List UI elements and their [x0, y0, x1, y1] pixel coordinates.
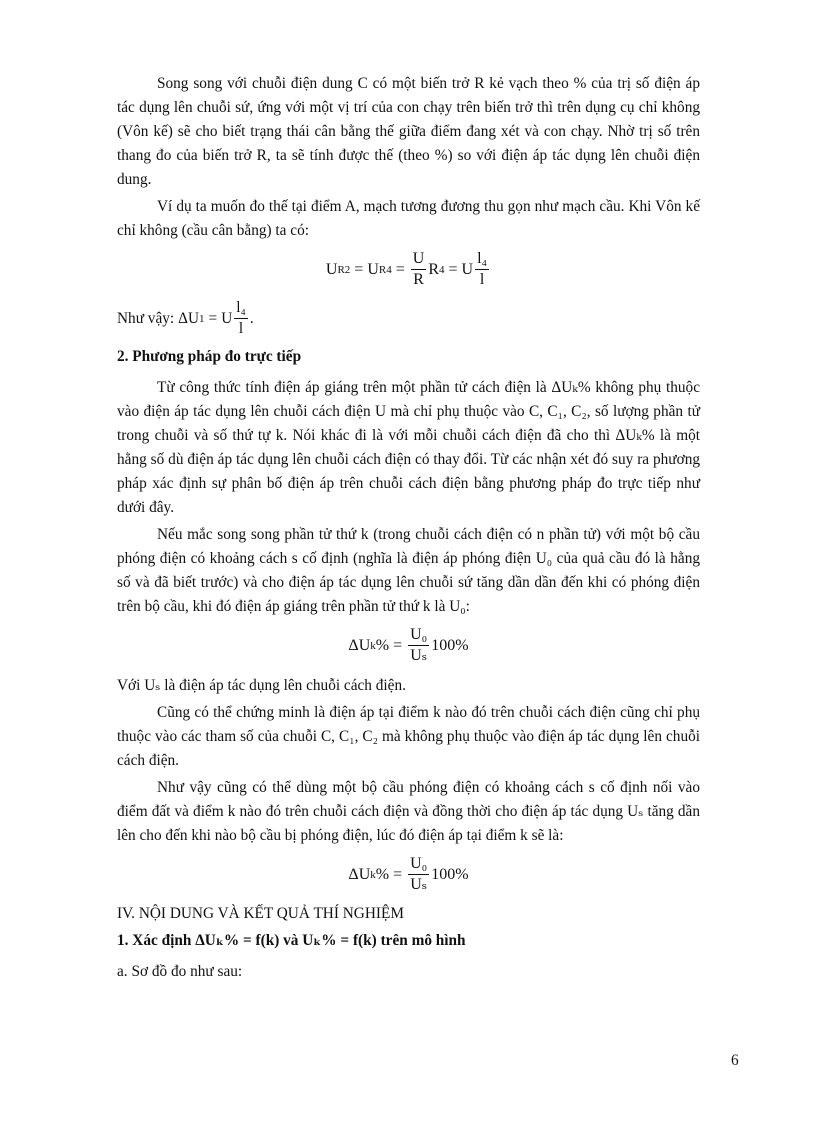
paragraph-diagram-intro: a. Sơ đồ đo như sau:: [117, 963, 243, 980]
paragraph-8: Như vậy cũng có thể dùng một bộ cầu phóng điện có khoảng cách s cố định nối vào điểm đất và điểm k nào đó trên chuỗi cách điện và đồng thời cho điện áp tác dụng Uₛ tăng dần lên cho đến khi nào bộ cầu bị phóng điện, lúc đó điện áp tại điểm k sẽ là:: [117, 779, 700, 844]
fraction-l4-over-l: $\frac{\text{l₄}}{l}$: [477, 250, 488, 288]
paragraph-3: Như vậy: ΔU 1 = U $\frac{\text{l₄}}{l}$ .: [117, 299, 254, 337]
section-iv-heading: IV. NỘI DUNG VÀ KẾT QUẢ THÍ NGHIỆM: [117, 905, 404, 922]
heading-direct-method: 2. Phương pháp đo trực tiếp: [117, 348, 302, 365]
document-page: [117, 72, 700, 984]
paragraph-4: Từ công thức tính điện áp giáng trên một phần tử cách điện là ΔUₖ% không phụ thuộc vào điện áp tác dụng lên chuỗi cách điện U mà chỉ phụ thuộc vào C, C₁, C₂, số lượng phần tử trong chuỗi và số thứ tự k. Nói khác đi là với mỗi chuỗi cách điện đã cho thì ΔUₖ% là một hằng số dù điện áp tác dụng lên chuỗi cách điện có thay đổi. Từ các nhận xét đó suy ra phương pháp xác định sự phân bố điện áp trên chuỗi cách điện bằng phương pháp đo trực tiếp như dưới đây.: [117, 379, 700, 516]
formula-bridge-balance: U R2 = U R4 = $\frac{U}{R}$ R 4 = U $\frac{\text{l₄}}{l}$: [325, 250, 488, 288]
page-number: 6: [731, 1052, 739, 1069]
formula-delta-u1: ΔU 1 = U $\frac{\text{l₄}}{l}$ .: [178, 299, 254, 337]
fraction-u-over-r: $\frac{U}{R}$: [412, 250, 425, 288]
paragraph-7: Cũng có thể chứng minh là điện áp tại điểm k nào đó trên chuỗi cách điện cũng chỉ phụ thuộc vào các tham số của chuỗi C, C₁, C₂ mà không phụ thuộc vào điện áp tác dụng lên chuỗi cách điện.: [117, 704, 700, 769]
paragraph-5: Nếu mắc song song phần tử thứ k (trong chuỗi cách điện có n phần tử) với một bộ cầu phóng điện có khoảng cách s cố định (nghĩa là điện áp phóng điện U₀ của quả cầu đó là hằng số và đã biết trước) và cho điện áp tác dụng lên chuỗi sứ tăng dần dần đến khi có phóng điện trên bộ cầu, khi đó điện áp giáng trên phần tử thứ k là U₀:: [117, 526, 700, 615]
formula-delta-uk-2: ΔU k % = $\frac{\text{U₀}}{\text{Uₛ}}$ 100%: [348, 855, 469, 893]
formula-delta-uk-1: ΔU k % = $\frac{\text{U₀}}{\text{Uₛ}}$ 100%: [348, 626, 469, 664]
heading-determine-delta-uk: 1. Xác định ΔUₖ% = f(k) và Uₖ% = f(k) trên mô hình: [117, 932, 466, 949]
paragraph-1: Song song với chuỗi điện dung C có một biến trở R kẻ vạch theo % của trị số điện áp tác dụng lên chuỗi sứ, ứng với một vị trí của con chạy trên biến trở thì trên dụng cụ chỉ không (Vôn kế) sẽ cho biết trạng thái cân bằng thế giữa điểm đang xét và con chạy. Nhờ trị số trên thang đo của biến trở R, ta sẽ tính được thế (theo %) so với điện áp tác dụng lên chuỗi điện dung.: [117, 75, 700, 188]
paragraph-2: Ví dụ ta muốn đo thế tại điểm A, mạch tương đương thu gọn như mạch cầu. Khi Vôn kế chỉ không (cầu cân bằng) ta có:: [117, 198, 700, 239]
paragraph-6: Với Uₛ là điện áp tác dụng lên chuỗi cách điện.: [117, 677, 406, 694]
